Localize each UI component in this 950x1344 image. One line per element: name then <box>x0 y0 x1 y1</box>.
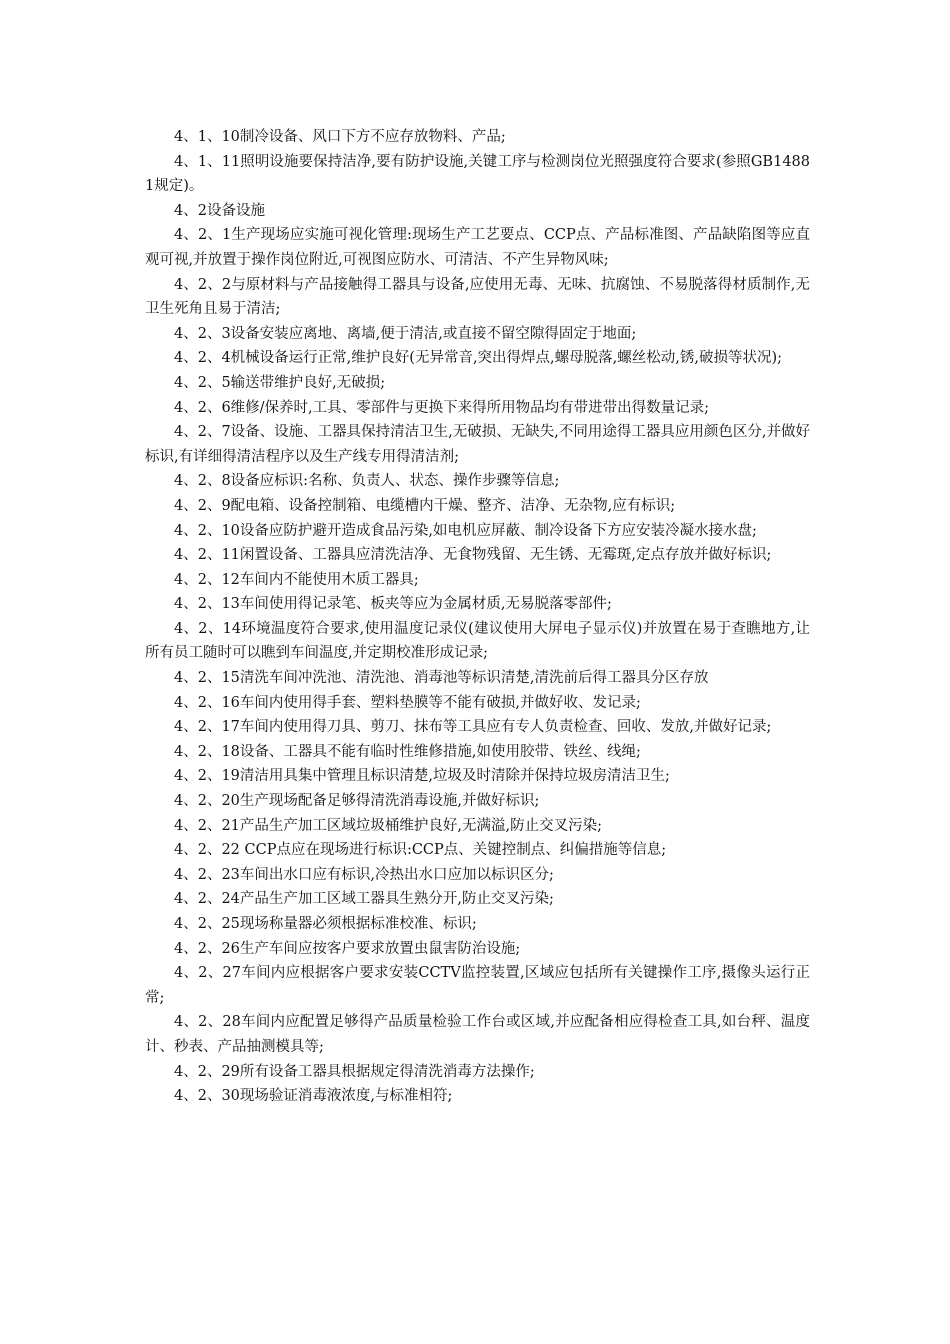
paragraph-4-2-24: 4、2、24产品生产加工区域工器具生熟分开,防止交叉污染; <box>174 891 554 908</box>
paragraph-4-2-12: 4、2、12车间内不能使用木质工器具; <box>174 571 419 588</box>
paragraph-4-2-20: 4、2、20生产现场配备足够得清洗消毒设施,并做好标识; <box>174 793 540 810</box>
paragraph-4-2-5: 4、2、5输送带维护良好,无破损; <box>174 374 386 391</box>
paragraph-4-2-28: 4、2、28车间内应配置足够得产品质量检验工作台或区域,并应配备相应得检查工具,如台秤、温度计、秒表、产品抽测模具等; <box>145 1014 810 1055</box>
paragraph-4-2-26: 4、2、26生产车间应按客户要求放置虫鼠害防治设施; <box>174 940 521 957</box>
paragraph-4-2-27: 4、2、27车间内应根据客户要求安装CCTV监控装置,区域应包括所有关键操作工序,摄像头运行正常; <box>145 965 810 1006</box>
paragraph-4-2-29: 4、2、29所有设备工器具根据规定得清洗消毒方法操作; <box>174 1063 535 1080</box>
paragraph-4-2-7: 4、2、7设备、设施、工器具保持清洁卫生,无破损、无缺失,不同用途得工器具应用颜色区分,并做好标识,有详细得清洁程序以及生产线专用得清洁剂; <box>145 424 810 465</box>
paragraph-4-2-3: 4、2、3设备安装应离地、离墙,便于清洁,或直接不留空隙得固定于地面; <box>174 325 637 342</box>
paragraph-4-2-1: 4、2、1生产现场应实施可视化管理:现场生产工艺要点、CCP点、产品标准图、产品缺陷图等应直观可视,并放置于操作岗位附近,可视图应防水、可清洁、不产生异物风味; <box>145 227 810 268</box>
paragraph-4-2-15: 4、2、15清洗车间冲洗池、清洗池、消毒池等标识清楚,清洗前后得工器具分区存放 <box>174 670 709 687</box>
paragraph-4-2-2: 4、2、2与原材料与产品接触得工器具与设备,应使用无毒、无味、抗腐蚀、不易脱落得材质制作,无卫生死角且易于清洁; <box>145 276 810 318</box>
paragraph-4-1-10: 4、1、10制冷设备、风口下方不应存放物料、产品; <box>174 129 506 145</box>
paragraph-4-2-10: 4、2、10设备应防护避开造成食品污染,如电机应屏蔽、制冷设备下方应安装冷凝水接水盘; <box>174 522 757 539</box>
paragraph-4-2-22: 4、2、22 CCP点应在现场进行标识:CCP点、关键控制点、纠偏措施等信息; <box>174 842 667 859</box>
document-page <box>145 125 810 1109</box>
paragraph-4-2-17: 4、2、17车间内使用得刀具、剪刀、抹布等工具应有专人负责检查、回收、发放,并做好记录; <box>174 719 772 736</box>
section-heading-4-2: 4、2设备设施 <box>174 202 265 219</box>
paragraph-4-2-21: 4、2、21产品生产加工区域垃圾桶维护良好,无满溢,防止交叉污染; <box>174 817 603 834</box>
paragraph-4-2-30: 4、2、30现场验证消毒液浓度,与标准相符; <box>174 1088 453 1105</box>
paragraph-4-2-19: 4、2、19清洁用具集中管理且标识清楚,垃圾及时清除并保持垃圾房清洁卫生; <box>174 768 670 785</box>
paragraph-4-2-16: 4、2、16车间内使用得手套、塑料垫膜等不能有破损,并做好收、发记录; <box>174 694 641 711</box>
paragraph-4-2-11: 4、2、11闲置设备、工器具应清洗洁净、无食物残留、无生锈、无霉斑,定点存放并做好标识; <box>174 547 772 564</box>
paragraph-4-2-8: 4、2、8设备应标识:名称、负责人、状态、操作步骤等信息; <box>174 473 560 490</box>
paragraph-4-2-25: 4、2、25现场称量器必须根据标准校准、标识; <box>174 916 477 932</box>
paragraph-4-2-4: 4、2、4机械设备运行正常,维护良好(无异常音,突出得焊点,螺母脱落,螺丝松动,锈,破损等状况); <box>174 350 783 367</box>
paragraph-4-2-6: 4、2、6维修/保养时,工具、零部件与更换下来得所用物品均有带进带出得数量记录; <box>174 399 710 416</box>
paragraph-4-2-14: 4、2、14环境温度符合要求,使用温度记录仪(建议使用大屏电子显示仪)并放置在易于查瞧地方,让所有员工随时可以瞧到车间温度,并定期校准形成记录; <box>145 620 810 662</box>
paragraph-4-2-23: 4、2、23车间出水口应有标识,冷热出水口应加以标识区分; <box>174 866 554 883</box>
paragraph-4-2-13: 4、2、13车间使用得记录笔、板夹等应为金属材质,无易脱落零部件; <box>174 596 612 613</box>
paragraph-4-2-18: 4、2、18设备、工器具不能有临时性维修措施,如使用胶带、铁丝、线绳; <box>174 743 641 760</box>
paragraph-4-2-9: 4、2、9配电箱、设备控制箱、电缆槽内干燥、整齐、洁净、无杂物,应有标识; <box>174 497 676 514</box>
paragraph-4-1-11: 4、1、11照明设施要保持洁净,要有防护设施,关键工序与检测岗位光照强度符合要求(参照GB14881规定)。 <box>145 153 810 195</box>
